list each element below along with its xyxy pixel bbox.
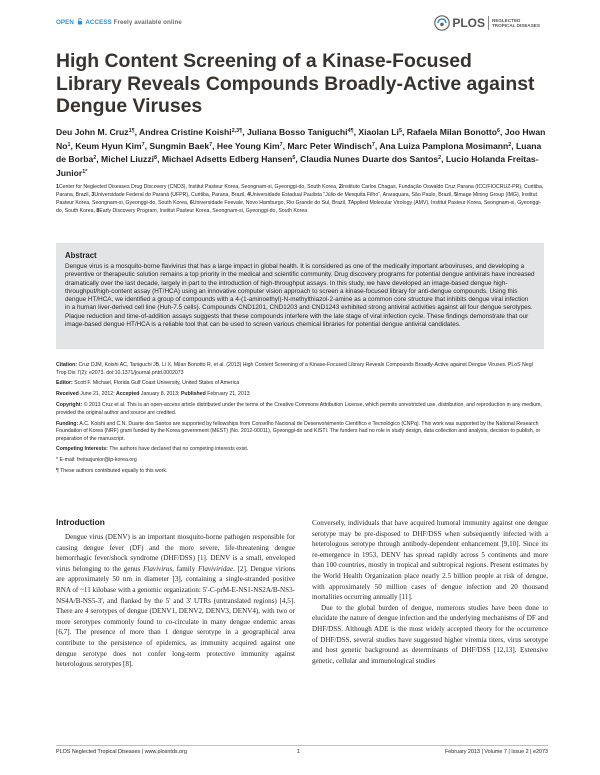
affiliation-text: Instituto Carlos Chagas, Fundação Oswaldo Cruz Parana (ICC/FIOCRUZ-PR), Curitiba, Parana, Brazil, xyxy=(56,184,544,198)
author-name: Sungmin Baek xyxy=(149,140,210,151)
footer-journal: PLOS Neglected Tropical Diseases | www.plosntds.org xyxy=(56,749,187,755)
plos-logo xyxy=(434,14,554,32)
footer-issue: February 2013 | Volume 7 | Issue 2 | e2073 xyxy=(444,749,548,755)
page-footer xyxy=(56,749,548,759)
affiliation-text: Early Discovery Program, Institut Pasteur Korea, Seongnam-si, Gyeonggi-do, South Korea xyxy=(99,207,308,214)
author-name: Michael Adsetts Edberg Hansen xyxy=(161,154,293,165)
freely-available-label: Freely available online xyxy=(113,19,182,26)
footer-divider xyxy=(56,745,548,746)
logo-divider xyxy=(488,16,489,30)
journal-name: NEGLECTED TROPICAL DISEASES xyxy=(492,17,540,28)
author-name: Marc Peter Windisch xyxy=(287,140,372,151)
affiliation-text: Image Mining Group (IMG), Institut Pasteur Korea, Seongnam-si, Gyeonggi-do, South Korea, xyxy=(56,191,537,206)
author-name: Joo Hwan No xyxy=(56,127,546,151)
author-name: Juliana Bosso Taniguchi xyxy=(246,127,348,137)
author-name: Lucio Holanda Freitas-Junior xyxy=(56,154,539,178)
author-affiliation-marker: 2 xyxy=(508,141,512,148)
competing-interests: Competing Interests: The authors have declared that no competing interests exist. xyxy=(56,446,249,453)
citation: Citation: Cruz DJM, Koishi AC, Taniguchi JB, Li X, Milan Bonotto R, et al. (2013) High Content Screening of a Kinase-Focused Library Reveals Compounds Broadly-Active against Dengue Viruses. PLoS Negl Trop Dis 7(2): e2073. doi:10.1371/journal.pntd.0002073 xyxy=(56,362,533,376)
plos-wordmark: PLOS xyxy=(452,16,485,30)
author-affiliation-marker: 2 xyxy=(93,155,97,162)
author-affiliation-marker: 2,3¶ xyxy=(231,128,243,134)
plos-logo-icon xyxy=(434,15,450,31)
editor: Editor: Scott F. Michael, Florida Gulf Coast University, United States of America xyxy=(56,380,240,387)
affiliation-number: 8 xyxy=(96,207,100,214)
affiliation-number: 1 xyxy=(56,184,59,190)
journal-header xyxy=(56,14,554,34)
abstract-box xyxy=(56,243,544,349)
author-name: Deu John M. Cruz xyxy=(56,127,129,137)
author-name: Ana Luiza Pamplona Mosimann xyxy=(379,140,509,151)
page-number: 1 xyxy=(297,749,300,755)
abstract-text: Dengue virus is a mosquito-borne flavivirus that has a large impact in global health. It is considered as one of the medically important arboviruses, and developing a preventive or therapeutic solution remains a top priority in the medical and scientific community. Drug discovery programs for potential dengue antivirals have increased dramatically over the last decade, largely in part to the introduction of high-throughput assays. In this study, we have developed an image-based dengue high-throughput/high-content assay (HT/HCA) using an innovative computer vision approach to screen a kinase-focused library for anti-dengue compounds. Using this dengue HT/HCA, we identified a group of compounds with a 4-(1-aminoethyl)-N-methylthiazol-2-amine as a common core structure that inhibits dengue viral infection in a human liver-derived cell line (Huh-7.5 cells). Compounds CND1201, CND1203 and CND1243 exhibited strong antiviral activities against all four dengue serotypes. Plaque reduction and time-of-addition assays suggests that these compounds interfere with the late stage of viral infection cycle. These findings demonstrate that our image-based dengue HT/HCA is a reliable tool that can be used to screen various chemical libraries for potential dengue antiviral candidates. xyxy=(65,263,535,329)
abstract-heading: Abstract xyxy=(65,251,97,260)
author-affiliation-marker: 7 xyxy=(209,141,213,148)
affiliation-number: 5 xyxy=(454,191,458,198)
open-access-badge: OPEN ACCESS Freely available online xyxy=(56,19,182,26)
author-name: Michel Liuzzi xyxy=(101,154,155,165)
affiliation-number: 3 xyxy=(91,191,95,198)
introduction-heading: Introduction xyxy=(56,517,105,527)
author-name: Hee Young Kim xyxy=(216,140,280,151)
affiliation-number: 6 xyxy=(189,199,193,206)
author-affiliation-marker: 7 xyxy=(371,141,375,148)
author-name: Andrea Cristine Koishi xyxy=(139,127,232,137)
author-name: Keum Hyun Kim xyxy=(75,140,142,151)
author-name: Luana de Borba xyxy=(56,140,542,165)
author-affiliation-marker: 6 xyxy=(496,128,500,134)
affiliations xyxy=(56,184,548,216)
author-affiliation-marker: 2 xyxy=(438,155,442,162)
author-affiliation-marker: 1¶ xyxy=(128,128,135,134)
affiliation-number: 7 xyxy=(347,199,351,206)
family-name: Flaviviridae xyxy=(198,564,234,573)
open-access-lock-icon xyxy=(77,18,83,25)
author-affiliation-marker: 1* xyxy=(82,168,88,175)
affiliation-number: 4 xyxy=(247,191,251,198)
intro-paragraph: Conversely, individuals that have acquired humoral immunity against one dengue serotype may be pre-disposed to DHF/DSS when subsequently infected with a heterologous serotype through antibody-dependent enhancement [9,10]. Since its re-emergence in 1953, DENV has spread rapidly across 5 continents and more than 100 countries, mostly in tropical and subtropical regions. Present estimates by the World Health Organization place nearly 2.5 billion people at risk of dengue, with approximately 50 million cases of dengue infection and 20 thousand mortalities occurring annually [11]. xyxy=(312,519,548,602)
affiliation-text: Applied Molecular Virology (AMV), Institut Pasteur Korea, Seongnam-si, Gyeonggi-do, South Korea, xyxy=(56,199,542,214)
author-affiliation-marker: 5 xyxy=(398,128,402,134)
introduction-right-column xyxy=(312,518,548,666)
author-affiliation-marker: 7 xyxy=(141,141,145,148)
affiliation-text: Universidade Estadual Paulista "Júlio de Mesquita Filho", Araraquara, São Paulo, Brazil, xyxy=(250,191,455,198)
genus-name: Flavivirus xyxy=(143,564,173,573)
author-affiliation-marker: 4¶ xyxy=(347,128,354,134)
affiliation-number: 2 xyxy=(338,184,342,190)
copyright: Copyright: © 2013 Cruz et al. This is an open-access article distributed under the terms of the Creative Commons Attribution License, which permits unrestricted use, distribution, and reproduction in any medium, provided the original author and source are credited. xyxy=(56,402,542,416)
affiliation-text: Universidade Feevale, Novo Hamburgo, Rio Grande do Sul, Brazil, xyxy=(192,199,348,206)
author-affiliation-marker: 7 xyxy=(279,141,283,148)
article-meta xyxy=(56,362,544,479)
article-title: High Content Screening of a Kinase-Focused Library Reveals Compounds Broadly-Active against Dengue Viruses xyxy=(56,50,535,117)
corresponding-email: * E-mail: freitasjunior@ip-korea.org xyxy=(56,457,137,464)
dates: Received June 21, 2012; Accepted January 8, 2013; Published February 21, 2013 xyxy=(56,391,250,398)
author-name: Xiaolan Li xyxy=(358,127,399,137)
author-list: Deu John M. Cruz$^{1\P}$, Andrea Cristine Koishi$^{2,3\P}$, Juliana Bosso Taniguchi$^{4\P}$, Xiaolan Li$^5$, Rafaela Milan Bonotto$^6$, Joo Hwan No$^1$, Keum Hyun Kim$^7$, Sungmin Baek$^7$, Hee Young Kim$^7$, Marc Peter Windisch$^7$, Ana Luiza Pamplona Mosimann$^2$, Luana de Borba$^2$, Michel Liuzzi$^8$, Michael Adsetts Edberg Hansen$^5$, Claudia Nunes Duarte dos Santos$^2$, Lucio Holanda Freitas-Junior$^{1*}$ xyxy=(56,127,546,178)
funding: Funding: A.C. Koishi and C.N. Duarte dos Santos are supported by fellowships from Conselho Nacional de Desenvolvimento Científico e Tecnológico (CNPq). This work was supported by the National Research Foundation of Korea (NRF) grant funded by the Korea government (MEST) (No. 2012-00011), Gyeonggi-do and KISTI. The funders had no role in study design, data collection and analysis, decision to publish, or preparation of the manuscript. xyxy=(56,420,541,442)
author-affiliation-marker: 1 xyxy=(67,141,71,148)
author-name: Rafaela Milan Bonotto xyxy=(406,127,497,137)
affiliation-text: Universidade Federal do Paraná (UFPR), Curitiba, Parana, Brazil, xyxy=(94,191,248,198)
intro-paragraph: Due to the global burden of dengue, numerous studies have been done to elucidate the nature of dengue infection and the underlying mechanisms of DF and DHF/DSS. Although ADE is the most widely accepted theory for the occurrence of DHF/DSS, several studies have suggested higher viremia titers, virus serotype and host genetic background as determinants of DHF/DSS [12,13]. Extensive genetic, cellular and immunological studies xyxy=(312,603,548,665)
affiliation-text: Center for Neglected Diseases Drug Discovery (CND3), Institut Pasteur Korea, Seongnam-si, Gyeonggi-do, South Korea, xyxy=(58,184,339,190)
author-affiliation-marker: 5 xyxy=(292,155,296,162)
introduction-left-column: Dengue virus (DENV) is an important mosquito-borne pathogen responsible for causing dengue fever (DF) and the more severe, life-threatening dengue hemorrhagic fever/shock syndrome (DHF/DSS) [1]. DENV is a small, enveloped virus belonging to the genus Flavivirus, family Flaviviridae. [2]. Dengue virions are approximately 50 nm in diameter [3], containing a single-stranded positive RNA of ~11 kilobase with a genomic organization: 5'-C-prM-E-NS1-NS2A/B-NS3-NS4A/B-NS5-3', and flanked by the 5' and 3' UTRs (untranslated regions) [4,5]. There are 4 serotypes of dengue (DENV1, DENV2, DENV3, DENV4), with two or more serotypes commonly found to co-circulate in many dengue endemic areas [6,7]. The presence of more than 1 dengue serotype in a geographical area contribute to the persistence of epidemics, as immunity acquired against one dengue serotype does not confer long-term protective immunity against heterologous serotypes [8]. xyxy=(56,533,295,669)
equal-contribution-note: ¶ These authors contributed equally to this work. xyxy=(56,468,168,475)
author-name: Claudia Nunes Duarte dos Santos xyxy=(300,154,439,165)
author-affiliation-marker: 8 xyxy=(154,155,158,162)
